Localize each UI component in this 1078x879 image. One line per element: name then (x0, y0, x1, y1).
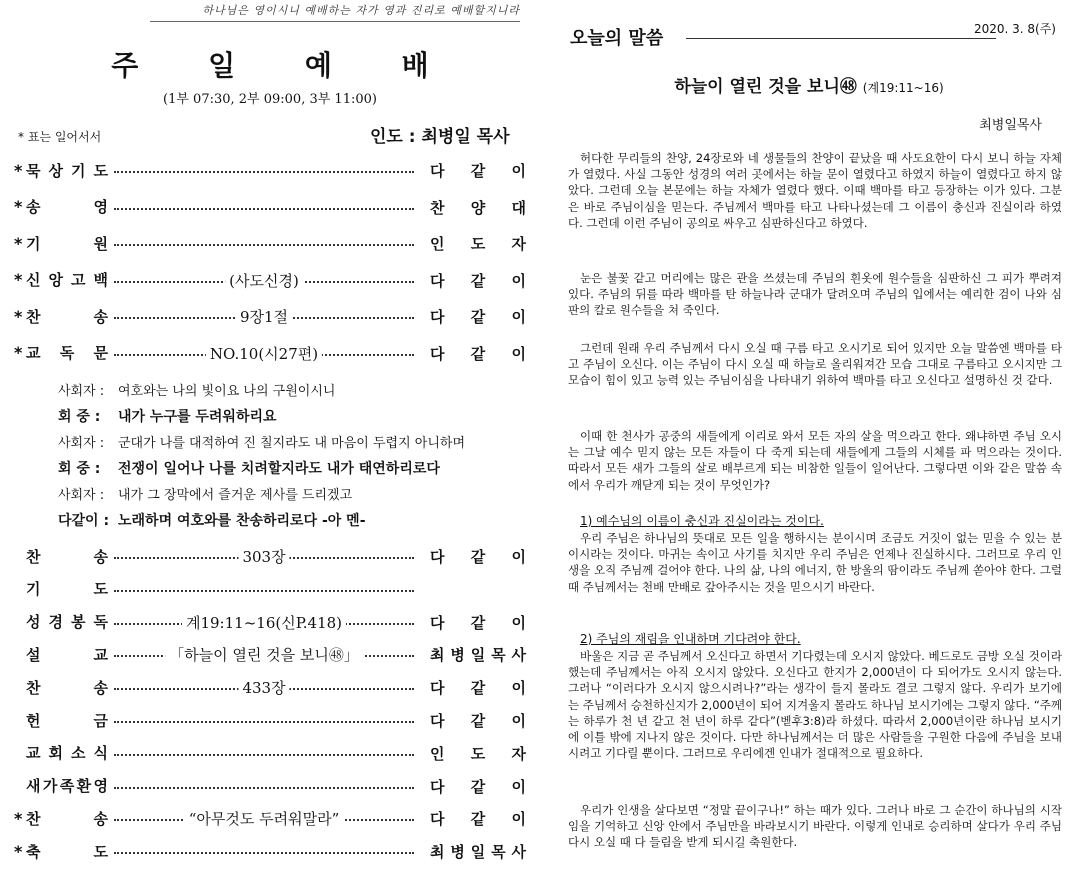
order-item-leader-char: 같 (470, 679, 486, 698)
order-item (14, 231, 526, 255)
order-item-name-char: 신 (26, 271, 41, 289)
order-item (14, 577, 526, 601)
order-item-leader (430, 841, 526, 862)
order-item-leader-char: 같 (470, 810, 486, 829)
order-item-name-char: 소 (71, 744, 86, 763)
sermon-date: 2020. 3. 8(주) (973, 22, 1056, 36)
order-item (14, 741, 526, 765)
order-item-name-char: 고 (71, 271, 86, 289)
order-item-name (26, 775, 108, 796)
page-title: 주 일 예 배 (111, 49, 459, 82)
order-item (14, 610, 526, 634)
leader-dots (114, 171, 414, 173)
response-line (58, 510, 366, 530)
order-item-name-char: 백 (93, 271, 108, 289)
leader-dots (114, 721, 414, 723)
order-item-leader-char: 다 (430, 810, 445, 829)
leader-dots (114, 754, 414, 756)
order-item-leader-char: 인 (430, 235, 445, 253)
order-item-detail: 303장 (238, 546, 289, 567)
leader: 인도 : 최병일 목사 (370, 127, 510, 147)
order-item-leader-char: 이 (511, 679, 526, 698)
sermon-title-text: 하늘이 열린 것을 보니㊽ (674, 77, 857, 97)
sermon-subheading-2: 2) 주님의 재림을 인내하며 기다려야 한다. (580, 632, 801, 646)
order-item-leader-char: 같 (470, 308, 486, 326)
sermon-paragraph-7: 우리가 인생을 살다보면 “정말 끝이구나!” 하는 때가 있다. 그러나 바로 그 순간이 하나님의 시작임을 기억하고 신앙 안에서 주님만을 바라보시기 바란다. 이렇게 인내로 승리하며 살다가 우리 주님 다시 오실 때 다 들림을 받게 되시길 축원한다. (568, 803, 1062, 850)
sermon-paragraph-3: 그런데 원래 우리 주님께서 다시 오실 때 구름 타고 오시기로 되어 있지만 오늘 말씀엔 백마를 타고 주님이 오신다. 이는 주님이 다시 오실 때 하늘로 올리워져간 모습 그대로 구름타고 오시지만 그 모습이 힘이 있고 능력 있는 주님이심을 나타내기 위하여 백마를 타고 오신다고 설명하신 것 같다. (568, 341, 1062, 388)
response-speaker: 회 중 : (58, 409, 101, 425)
order-item-detail: “아무것도 두려워말라” (185, 808, 344, 829)
order-item (14, 195, 526, 219)
order-item-name-char: 환 (76, 777, 92, 796)
order-item-name (26, 710, 108, 731)
order-item-leader-char: 이 (511, 308, 526, 326)
order-item (14, 708, 526, 732)
order-item-detail: (사도신경) (225, 270, 303, 291)
leader-dots (114, 852, 414, 854)
response-text: 내가 누구를 두려워하리요 (118, 409, 277, 425)
response-speaker: 회 중 : (58, 461, 101, 477)
order-item-leader-char: 다 (430, 271, 445, 290)
order-item-name-char: 독 (59, 344, 75, 362)
order-item-name-char: 송 (93, 809, 108, 828)
order-item-detail: 433장 (238, 677, 289, 698)
order-item-name-char: 축 (26, 842, 41, 861)
leader-dots (114, 244, 414, 246)
order-item-leader (430, 743, 526, 764)
order-item-name-char: 상 (48, 161, 63, 180)
order-item-name-char: 찬 (26, 678, 41, 697)
order-item-leader (430, 644, 526, 665)
order-item-name (26, 196, 108, 217)
order-item-name-char: 독 (93, 613, 108, 632)
order-item-leader (430, 776, 526, 797)
order-item-leader-char: 다 (430, 712, 445, 730)
order-item-leader-char: 도 (470, 235, 486, 253)
leader-dots (114, 590, 414, 592)
response-speaker: 사회자 : (58, 436, 105, 451)
order-item-leader-char: 사 (511, 843, 526, 862)
order-item-leader-char: 같 (470, 712, 486, 730)
order-item-leader-char: 사 (511, 646, 526, 665)
order-item-name-char: 찬 (26, 547, 41, 566)
order-item-name-char: 봉 (71, 613, 86, 632)
order-item-leader-char: 같 (470, 613, 486, 632)
order-item-name-char: 헌 (26, 711, 41, 730)
order-item-leader-char: 같 (470, 344, 486, 363)
order-item-name-char: 영 (93, 198, 108, 216)
order-item (14, 268, 526, 292)
order-item-leader-char: 이 (511, 548, 526, 566)
order-item-name-char: 송 (93, 307, 108, 326)
order-item-name-char: 족 (59, 777, 75, 796)
order-item-leader (430, 612, 526, 633)
order-item-name-char: 찬 (26, 307, 41, 326)
order-item-leader-char: 인 (430, 744, 445, 763)
standing-marker: * (14, 160, 23, 180)
response-text: 군대가 나를 대적하여 진 칠지라도 내 마음이 두렵지 아니하며 (118, 436, 466, 451)
leader-dots (114, 208, 414, 210)
order-item-leader-char: 대 (511, 198, 526, 217)
response-text: 전쟁이 일어나 나를 치려할지라도 내가 태연하리로다 (118, 461, 440, 477)
order-item-name-char: 기 (26, 580, 41, 599)
order-item (14, 544, 526, 568)
order-item-leader-char: 도 (470, 744, 486, 763)
order-item-leader-char: 자 (511, 235, 526, 253)
order-item-leader (430, 546, 526, 567)
order-item-name-char: 도 (93, 842, 108, 861)
order-item (14, 675, 526, 699)
order-item-detail: 계19:11~16(신P.418) (182, 612, 346, 633)
order-item-leader (430, 270, 526, 291)
order-item-name (26, 546, 108, 567)
order-item-leader-char: 병 (450, 646, 465, 665)
order-item-name-char: 새 (26, 777, 41, 796)
order-item (14, 642, 526, 666)
order-item-name-char: 금 (93, 711, 108, 730)
standing-marker: * (14, 841, 23, 861)
sermon-subheading-1: 1) 예수님의 이름이 충신과 진실이라는 것이다. (580, 514, 824, 528)
standing-marker: * (14, 233, 23, 253)
order-item-name-char: 성 (26, 613, 41, 632)
order-item-leader (430, 306, 526, 327)
order-item-leader-char: 다 (430, 613, 445, 632)
order-item-leader-char: 다 (430, 777, 445, 796)
order-item-leader-char: 같 (470, 548, 486, 566)
order-item-name (26, 306, 108, 327)
order-item-name-char: 송 (26, 198, 41, 216)
order-item-name (26, 578, 108, 599)
order-item-leader (430, 233, 526, 254)
order-item-name-char: 설 (26, 645, 41, 664)
response-line (58, 406, 277, 426)
order-item-name (26, 611, 108, 632)
response-line (58, 458, 440, 478)
order-item-detail: 9장1절 (236, 306, 292, 327)
order-item-name-char: 문 (93, 344, 108, 362)
order-item-detail: 「하늘이 열린 것을 보니㊽」 (165, 644, 363, 665)
order-item-name-char: 가 (42, 777, 58, 796)
sermon-paragraph-6: 바울은 지금 곧 주님께서 오신다고 하면서 기다렸는데 오시지 않았다. 베드로도 금방 오실 것이라 했는데 주님께서는 아직 오시지 않았다. 오신다고 한지가 2,000년이 다 되어가도 오시지 않는다. 그러나 “이러다가 오시지 않으시려나?”라는 생각이 들지 몰라도 결코 그렇지 않다. 우리가 보기에는 주님께서 승천하신지가 2,000년이 되어 지겨울지 몰라도 하나님 보시기에는 그렇지 않다. “주께는 하루가 천 년 같고 천 년이 하루 같다”(벧후3:8)라 하셨다. 따라서 2,000년이란 하나님 보시기에 이틀 밖에 지나지 않은 것이다. 다만 하나님께서는 더 많은 사람들을 구원한 다음에 주님을 보내시려고 기다릴 뿐이다. 그러므로 우리에겐 인내가 절대적으로 필요하다. (568, 649, 1062, 761)
order-item-leader (430, 808, 526, 829)
order-item (14, 839, 526, 863)
order-item-name (26, 841, 108, 862)
sermon-reference: (계19:11~16) (862, 81, 944, 95)
order-item-leader-char: 다 (430, 679, 445, 698)
sermon-title (540, 72, 1078, 97)
order-item (14, 304, 526, 328)
order-item-name-char: 앙 (48, 271, 63, 289)
order-item-name (26, 269, 108, 290)
service-times: (1부 07:30, 2부 09:00, 3부 11:00) (163, 92, 377, 107)
order-item-name (26, 644, 108, 665)
motto: 하나님은 영이시니 예배하는 자가 영과 진리로 예배할지니라 (150, 2, 520, 22)
order-item-name-char: 송 (93, 678, 108, 697)
order-item-leader-char: 이 (511, 271, 526, 290)
order-item-name-char: 기 (26, 234, 41, 253)
order-item-leader-char: 목 (491, 646, 506, 665)
order-item-name-char: 송 (93, 547, 108, 566)
order-item-leader-char: 이 (511, 712, 526, 730)
response-line (58, 432, 465, 451)
order-item-name (26, 742, 108, 763)
order-item-leader-char: 이 (511, 613, 526, 632)
sermon-author: 최병일목사 (979, 118, 1042, 133)
sermon-paragraph-2: 눈은 불꽃 같고 머리에는 많은 관을 쓰셨는데 주님의 흰옷에 원수들을 심판하신 그 피가 뿌려져 있다. 주님의 뒤를 따라 백마를 탄 하늘나라 군대가 달려오며 주님의 입에서는 예리한 검이 나와 심판의 칼로 원수들을 쳐 죽인다. (568, 271, 1062, 318)
order-item-leader-char: 이 (511, 777, 526, 796)
order-item-leader-char: 최 (430, 843, 445, 862)
order-item-name (26, 160, 108, 181)
response-speaker: 사회자 : (58, 488, 105, 503)
order-item-name-char: 기 (71, 161, 86, 180)
standing-note: * 표는 일어서서 (18, 130, 102, 144)
order-item (14, 806, 526, 830)
order-item-leader-char: 양 (470, 198, 486, 217)
response-text: 내가 그 장막에서 즐거운 제사를 드리겠고 (118, 488, 353, 503)
order-item-name-char: 도 (93, 580, 108, 599)
order-item-leader-char: 다 (430, 548, 445, 566)
order-item-leader-char: 이 (511, 810, 526, 829)
order-item-leader (430, 710, 526, 731)
response-line (58, 484, 352, 503)
order-item-name-char: 식 (93, 744, 108, 763)
heading-rule (686, 38, 996, 39)
order-item-name (26, 677, 108, 698)
sermon-panel (540, 0, 1078, 879)
order-item (14, 158, 526, 182)
order-item-leader-char: 최 (430, 646, 445, 665)
order-item-name-char: 원 (93, 234, 108, 253)
sermon-heading: 오늘의 말씀 (570, 28, 664, 49)
order-item-leader-char: 일 (470, 843, 486, 862)
order-item-name-char: 교 (26, 344, 41, 362)
response-text: 여호와는 나의 빛이요 나의 구원이시니 (118, 384, 336, 399)
response-speaker: 다같이 : (58, 513, 110, 529)
order-item-name-char: 회 (48, 744, 63, 763)
leader-dots (114, 787, 414, 789)
order-item-leader-char: 이 (511, 344, 526, 363)
order-item-name-char: 경 (48, 613, 63, 632)
standing-marker: * (14, 343, 23, 362)
sermon-paragraph-1: 허다한 무리들의 찬양, 24장로와 네 생물들의 찬양이 끝났을 때 사도요한이 다시 보니 하늘 자체가 열렸다. 사실 그동안 성경의 여러 곳에서는 하늘 문이 열렸다고 하였지 하늘이 열렸다고 하지 않았다. 그런데 오늘 본문에는 하늘 자체가 열렸다 했다. 이때 백마를 타고 등장하는 이가 있다. 그분은 바로 주님이심을 믿는다. 주님께서 백마를 타고 나타나셨는데 그 이름이 충신과 진실이라 하였다. 그런데 이런 주님이 공의로 싸우고 심판하신다고 하였다. (568, 151, 1062, 230)
order-item-name (26, 233, 108, 254)
order-item-leader-char: 같 (470, 777, 486, 796)
order-item-leader (430, 197, 526, 218)
order-item-leader (430, 677, 526, 698)
order-item-leader-char: 같 (470, 271, 486, 290)
order-item-name-char: 영 (93, 777, 108, 796)
order-item-name-char: 교 (93, 645, 108, 664)
order-item-leader-char: 찬 (430, 198, 445, 217)
order-item-detail: NO.10(시27편) (206, 343, 322, 364)
order-item-name-char: 교 (26, 744, 41, 763)
order-item (14, 341, 526, 365)
order-item-leader-char: 같 (470, 162, 486, 180)
order-item-leader-char: 병 (450, 843, 465, 862)
order-item-leader (430, 343, 526, 364)
order-item-leader-char: 다 (430, 308, 445, 326)
order-item-name-char: 도 (93, 161, 108, 180)
order-item-name-char: 묵 (26, 161, 41, 180)
order-item-leader-char: 자 (511, 744, 526, 763)
standing-marker: * (14, 808, 23, 828)
order-item-leader-char: 다 (430, 344, 445, 363)
order-item (14, 774, 526, 798)
standing-marker: * (14, 270, 23, 289)
order-item-leader-char: 이 (511, 162, 526, 180)
sermon-paragraph-4: 이때 한 천사가 공중의 새들에게 이리로 와서 모든 자의 살을 먹으라고 한다. 왜냐하면 주님 오시는 그날 예수 믿지 않는 모든 자들이 다 죽게 되는데 새들에게 그들의 시체를 파 먹으라는 것이다. 따라서 모든 새가 그들의 살로 배부르게 되는 비참한 일들이 일어난다. 그렇다면 이와 같은 말씀 속에서 우리가 깨닫게 되는 것이 무엇인가? (568, 429, 1062, 492)
order-item-leader (430, 160, 526, 181)
order-item-name-char: 찬 (26, 809, 41, 828)
standing-marker: * (14, 306, 23, 326)
order-item-leader-char: 일 (470, 646, 486, 665)
order-item-leader-char: 다 (430, 162, 445, 180)
response-text: 노래하며 여호와를 찬송하리로다 -아 멘- (118, 513, 366, 529)
order-item-name (26, 808, 108, 829)
response-line (58, 380, 335, 399)
order-item-leader-char: 목 (491, 843, 506, 862)
order-item-name (26, 342, 108, 363)
response-speaker: 사회자 : (58, 384, 105, 399)
standing-marker: * (14, 197, 23, 216)
sermon-paragraph-5: 우리 주님은 하나님의 뜻대로 모든 일을 행하시는 분이시며 조금도 거짓이 없는 믿을 수 있는 분이시라는 것이다. 마귀는 속이고 사기를 치지만 우리 주님은 언제나 진실하시다. 그러므로 우리 인생을 오직 주님께 걸어야 한다. 나의 삶, 나의 에너지, 한 방울의 땀이라도 주님께 쏟아야 한다. 그럴 때 주님께서는 천배 만배로 갚아주시는 것을 믿으시기 바란다. (568, 531, 1062, 594)
